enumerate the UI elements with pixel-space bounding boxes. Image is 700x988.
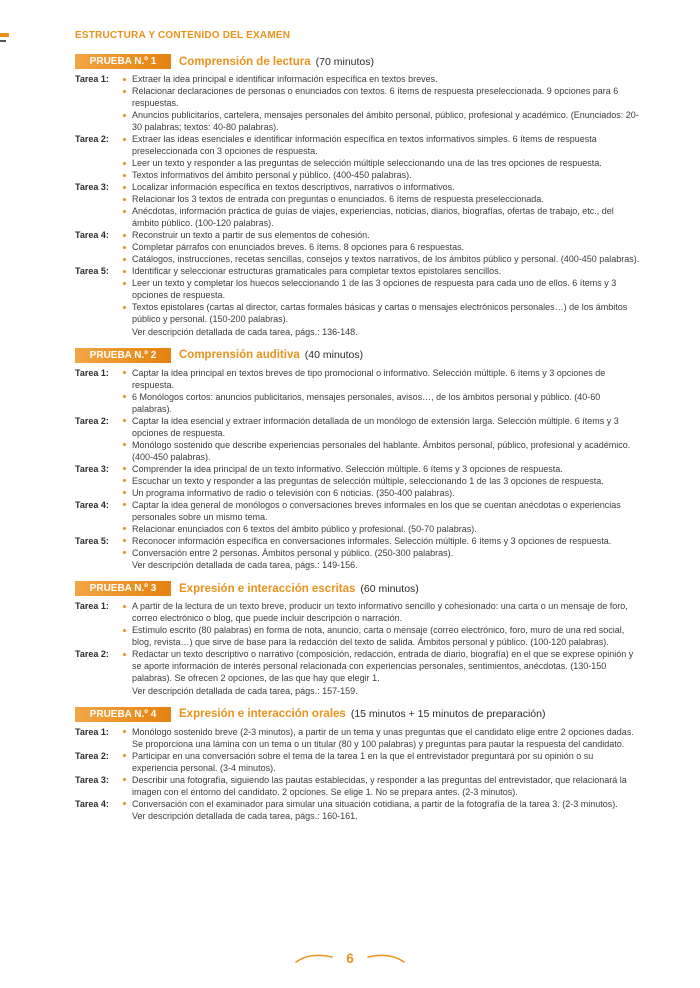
bullet-text: Leer un texto y responder a las preguntas de selección múltiple seleccionando una de las tres opciones de respuesta. — [132, 158, 602, 168]
flourish-right-icon — [366, 950, 406, 966]
tarea-row — [75, 415, 640, 463]
task-bullet — [122, 499, 640, 523]
bullet-text: Conversación entre 2 personas. Ámbitos personal y público. (250-300 palabras). — [132, 547, 454, 558]
tarea-label: Tarea 4: — [75, 230, 109, 240]
task-bullet — [122, 277, 640, 301]
bullet-icon — [123, 443, 126, 446]
task-bullet — [122, 109, 640, 133]
prueba-section-header — [75, 348, 640, 363]
task-bullet — [122, 301, 640, 325]
tarea-label: Tarea 1: — [75, 367, 109, 378]
bullet-text: Textos epistolares (cartas al director, cartas formales básicas y cartas o mensajes electrónicos personales…) de los ámbitos público y personal. (150-200 palabras). — [132, 302, 628, 324]
task-bullet — [122, 85, 640, 109]
crop-mark-dark — [0, 40, 6, 42]
task-bullet — [122, 726, 640, 750]
tarea-label: Tarea 4: — [75, 499, 109, 510]
task-bullet — [122, 265, 640, 277]
bullet-icon — [123, 503, 126, 506]
section-note: Ver descripción detallada de cada tarea, págs.: 160-161. — [132, 811, 358, 821]
section-note: Ver descripción detallada de cada tarea, págs.: 136-148. — [132, 326, 358, 337]
task-bullet — [122, 367, 640, 391]
task-bullet — [122, 798, 640, 810]
prueba-duration: (60 minutos) — [360, 582, 419, 595]
tarea-row — [75, 535, 640, 559]
tarea-row — [75, 181, 640, 229]
task-bullet — [122, 487, 640, 499]
bullet-list — [122, 535, 640, 559]
task-bullet — [122, 193, 640, 205]
tarea-label: Tarea 2: — [75, 415, 109, 426]
tarea-label: Tarea 1: — [75, 601, 109, 611]
bullet-text: Participar en una conversación sobre el tema de la tarea 1 en la que el entrevistador preguntará por su opinión o su experiencia personal. (3-4 minutos). — [132, 750, 594, 773]
tarea-label: Tarea 4: — [75, 798, 109, 809]
bullet-list — [122, 726, 640, 750]
tarea-row — [75, 499, 640, 535]
prueba-section-header — [75, 54, 640, 69]
bullet-text: A partir de la lectura de un texto breve, producir un texto informativo sencillo y cohesionado: una carta o un mensaje de foro, correo electrónico o blog, que puede incluir descripción o narración. — [132, 601, 628, 623]
task-bullet — [122, 181, 640, 193]
task-bullet — [122, 475, 640, 487]
bullet-text: Escuchar un texto y responder a las preguntas de selección múltiple, seleccionando 1 de las 3 opciones de respuesta. — [132, 475, 604, 486]
tarea-row — [75, 73, 640, 133]
bullet-list — [122, 415, 640, 463]
bullet-list — [122, 133, 640, 181]
task-bullet — [122, 600, 640, 624]
document-title: ESTRUCTURA Y CONTENIDO DEL EXAMEN — [75, 30, 291, 41]
bullet-text: Relacionar declaraciones de personas o enunciados con textos. 6 ítems de respuesta preseleccionada. 9 opciones para 6 respuestas. — [132, 86, 619, 108]
tarea-label: Tarea 2: — [75, 134, 109, 144]
bullet-text: Un programa informativo de radio o televisión con 6 noticias. (350-400 palabras). — [132, 487, 455, 498]
task-bullet — [122, 205, 640, 229]
bullet-list — [122, 229, 640, 265]
prueba-section — [75, 348, 640, 572]
bullet-text: Identificar y seleccionar estructuras gramaticales para completar textos epistolares sencillos. — [132, 266, 502, 276]
bullet-text: Estímulo escrito (80 palabras) en forma de nota, anuncio, carta o mensaje (correo electrónico, foro, muro de una red social, blog, revista…) que sirve de base para la redacción del texto de salida. Ámbitos personal y público. (100-120 palabras). — [132, 625, 625, 647]
tarea-row — [75, 600, 640, 648]
bullet-text: Anécdotas, información práctica de guías de viajes, experiencias, noticias, diarios, biografías, ofertas de trabajo, etc., del ámbito público. (100-120 palabras). — [132, 206, 614, 228]
tarea-label: Tarea 2: — [75, 649, 109, 659]
prueba-section — [75, 581, 640, 697]
prueba-section-header — [75, 581, 640, 596]
task-bullet — [122, 774, 640, 798]
tarea-row — [75, 133, 640, 181]
bullet-text: Extraer las ideas esenciales e identificar información específica en textos informativos simples. 6 ítems de respuesta preseleccionada con 3 opciones de respuesta. — [132, 134, 597, 156]
sections-container — [75, 54, 640, 822]
prueba-duration: (40 minutos) — [304, 349, 364, 361]
tarea-row — [75, 750, 640, 774]
section-note: Ver descripción detallada de cada tarea, págs.: 149-156. — [132, 560, 358, 570]
bullet-icon — [123, 419, 126, 422]
bullet-icon — [123, 258, 126, 261]
prueba-badge: PRUEBA N.º 1 — [75, 54, 171, 69]
tarea-label: Tarea 3: — [75, 774, 109, 785]
bullet-icon — [123, 371, 126, 374]
bullet-text: Comprender la idea principal de un texto informativo. Selección múltiple. 6 ítems y 3 opciones de respuesta. — [132, 463, 563, 474]
page-footer — [0, 950, 700, 966]
task-bullet — [122, 241, 640, 253]
task-bullet — [122, 463, 640, 475]
bullet-icon — [123, 754, 126, 757]
tarea-label: Tarea 1: — [75, 74, 109, 84]
bullet-text: Localizar información específica en textos descriptivos, narrativos o informativos. — [132, 182, 455, 192]
bullet-icon — [123, 138, 126, 141]
prueba-title: Expresión e interacción orales — [179, 708, 346, 720]
bullet-icon — [123, 527, 126, 530]
bullet-list — [122, 73, 640, 133]
tarea-label: Tarea 3: — [75, 463, 109, 474]
tarea-label: Tarea 3: — [75, 182, 109, 192]
bullet-text: Captar la idea principal en textos breves de tipo promocional o informativo. Selección múltiple. 6 ítems y 3 opciones de respuesta. — [132, 367, 606, 390]
bullet-text: Reconstruir un texto a partir de sus elementos de cohesión. — [132, 230, 370, 240]
task-bullet — [122, 391, 640, 415]
bullet-icon — [123, 246, 126, 249]
prueba-badge: PRUEBA N.º 2 — [75, 348, 171, 363]
bullet-text: Relacionar enunciados con 6 textos del ámbito público y profesional. (50-70 palabras). — [132, 523, 477, 534]
task-bullet — [122, 648, 640, 684]
task-bullet — [122, 624, 640, 648]
bullet-icon — [123, 114, 126, 117]
bullet-list — [122, 181, 640, 229]
bullet-icon — [123, 90, 126, 93]
bullet-list — [122, 367, 640, 415]
bullet-list — [122, 265, 640, 325]
bullet-icon — [123, 162, 126, 165]
bullet-list — [122, 750, 640, 774]
bullet-list — [122, 463, 640, 499]
prueba-duration: (15 minutos + 15 minutos de preparación) — [350, 708, 546, 720]
bullet-text: Redactar un texto descriptivo o narrativo (composición, redacción, entrada de diario, biografía) en el que se exprese opinión y se aporte información de interés personal relacionada con experiencias personales, sentimientos, anécdotas. (130-150 palabras). Se ofrecen 2 opciones, de las que hay que elegir 1. — [132, 649, 634, 683]
tarea-row — [75, 648, 640, 684]
task-bullet — [122, 535, 640, 547]
tarea-row — [75, 726, 640, 750]
tarea-label: Tarea 1: — [75, 726, 109, 737]
task-bullet — [122, 547, 640, 559]
tarea-row — [75, 463, 640, 499]
bullet-text: Catálogos, instrucciones, recetas sencillas, consejos y textos narrativos, de los ámbitos público y personal. (400-450 palabras). — [132, 254, 640, 264]
bullet-icon — [123, 186, 126, 189]
bullet-icon — [123, 653, 126, 656]
task-bullet — [122, 157, 640, 169]
bullet-icon — [123, 539, 126, 542]
bullet-icon — [123, 605, 126, 608]
bullet-icon — [123, 551, 126, 554]
tarea-row — [75, 229, 640, 265]
prueba-section-header — [75, 707, 640, 722]
bullet-text: 6 Monólogos cortos: anuncios publicitarios, mensajes personales, avisos…, de los ámbitos personal y público. (40-60 palabras). — [132, 391, 601, 414]
task-bullet — [122, 133, 640, 157]
bullet-text: Monólogo sostenido que describe experiencias personales del hablante. Ámbitos personal, público, profesional y académico. (400-450 palabras). — [132, 439, 631, 462]
tarea-row — [75, 265, 640, 325]
tarea-row — [75, 367, 640, 415]
tarea-row — [75, 774, 640, 798]
bullet-list — [122, 798, 640, 810]
prueba-title: Expresión e interacción escritas — [179, 582, 356, 595]
bullet-text: Relacionar los 3 textos de entrada con preguntas o enunciados. 6 ítems de respuesta preseleccionada. — [132, 194, 544, 204]
task-bullet — [122, 253, 640, 265]
tarea-label: Tarea 5: — [75, 266, 109, 276]
prueba-duration: (70 minutos) — [315, 55, 374, 68]
bullet-icon — [123, 730, 126, 733]
tarea-row — [75, 798, 640, 810]
bullet-list — [122, 499, 640, 535]
bullet-text: Monólogo sostenido breve (2-3 minutos), a partir de un tema y unas preguntas que el candidato elige entre 2 opciones dadas. Se proporciona una lámina con un tema o un titular (80 y 100 palabras) y preguntas para pautar la respuesta del candidato. — [132, 726, 634, 749]
bullet-text: Captar la idea general de monólogos o conversaciones breves informales en los que se cuentan anécdotas o experiencias personales sobre un mismo tema. — [132, 499, 621, 522]
bullet-icon — [123, 395, 126, 398]
page-number: 6 — [346, 950, 354, 966]
bullet-text: Conversación con el examinador para simular una situación cotidiana, a partir de la fotografía de la tarea 3. (2-3 minutos). — [132, 798, 618, 809]
bullet-icon — [123, 479, 126, 482]
bullet-icon — [123, 78, 126, 81]
prueba-badge: PRUEBA N.º 4 — [75, 707, 171, 722]
task-bullet — [122, 439, 640, 463]
bullet-icon — [123, 210, 126, 213]
bullet-icon — [123, 198, 126, 201]
task-bullet — [122, 169, 640, 181]
bullet-icon — [123, 491, 126, 494]
task-bullet — [122, 73, 640, 85]
task-bullet — [122, 229, 640, 241]
task-bullet — [122, 415, 640, 439]
bullet-text: Completar párrafos con enunciados breves. 6 ítems. 8 opciones para 6 respuestas. — [132, 242, 465, 252]
bullet-list — [122, 774, 640, 798]
prueba-badge: PRUEBA N.º 3 — [75, 581, 171, 596]
bullet-text: Extraer la idea principal e identificar información específica en textos breves. — [132, 74, 438, 84]
tarea-label: Tarea 5: — [75, 535, 109, 546]
bullet-text: Reconocer información específica en conversaciones informales. Selección múltiple. 6 ítems y 3 opciones de respuesta. — [132, 535, 612, 546]
bullet-text: Captar la idea esencial y extraer información detallada de un monólogo de extensión larga. Selección múltiple. 6 ítems y 3 opciones de respuesta. — [132, 415, 619, 438]
prueba-section — [75, 54, 640, 338]
prueba-title: Comprensión de lectura — [179, 55, 311, 68]
prueba-section — [75, 707, 640, 823]
bullet-icon — [123, 802, 126, 805]
bullet-list — [122, 600, 640, 648]
bullet-icon — [123, 270, 126, 273]
task-bullet — [122, 750, 640, 774]
crop-mark-orange — [0, 33, 9, 37]
task-bullet — [122, 523, 640, 535]
prueba-title: Comprensión auditiva — [179, 349, 300, 361]
bullet-text: Leer un texto y completar los huecos seleccionando 1 de las 3 opciones de respuesta para cada uno de ellos. 6 ítems y 3 opciones de respuesta. — [132, 278, 617, 300]
bullet-icon — [123, 174, 126, 177]
bullet-text: Describir una fotografía, siguiendo las pautas establecidas, y responder a las preguntas del entrevistador, que relacionará la imagen con el entorno del candidato. 2 opciones. Se elige 1. No se prepara antes. (2-3 minutos). — [132, 774, 627, 797]
bullet-list — [122, 648, 640, 684]
bullet-icon — [123, 778, 126, 781]
bullet-text: Textos informativos del ámbito personal y público. (400-450 palabras). — [132, 170, 412, 180]
bullet-text: Anuncios publicitarios, cartelera, mensajes personales del ámbito personal, público, profesional y académico. (Enunciados: 20-30 palabras; textos: 40-80 palabras). — [132, 110, 639, 132]
bullet-icon — [123, 306, 126, 309]
tarea-label: Tarea 2: — [75, 750, 109, 761]
section-note: Ver descripción detallada de cada tarea, págs.: 157-159. — [132, 685, 358, 696]
bullet-icon — [123, 282, 126, 285]
flourish-left-icon — [294, 950, 334, 966]
bullet-icon — [123, 467, 126, 470]
bullet-icon — [123, 629, 126, 632]
bullet-icon — [123, 234, 126, 237]
